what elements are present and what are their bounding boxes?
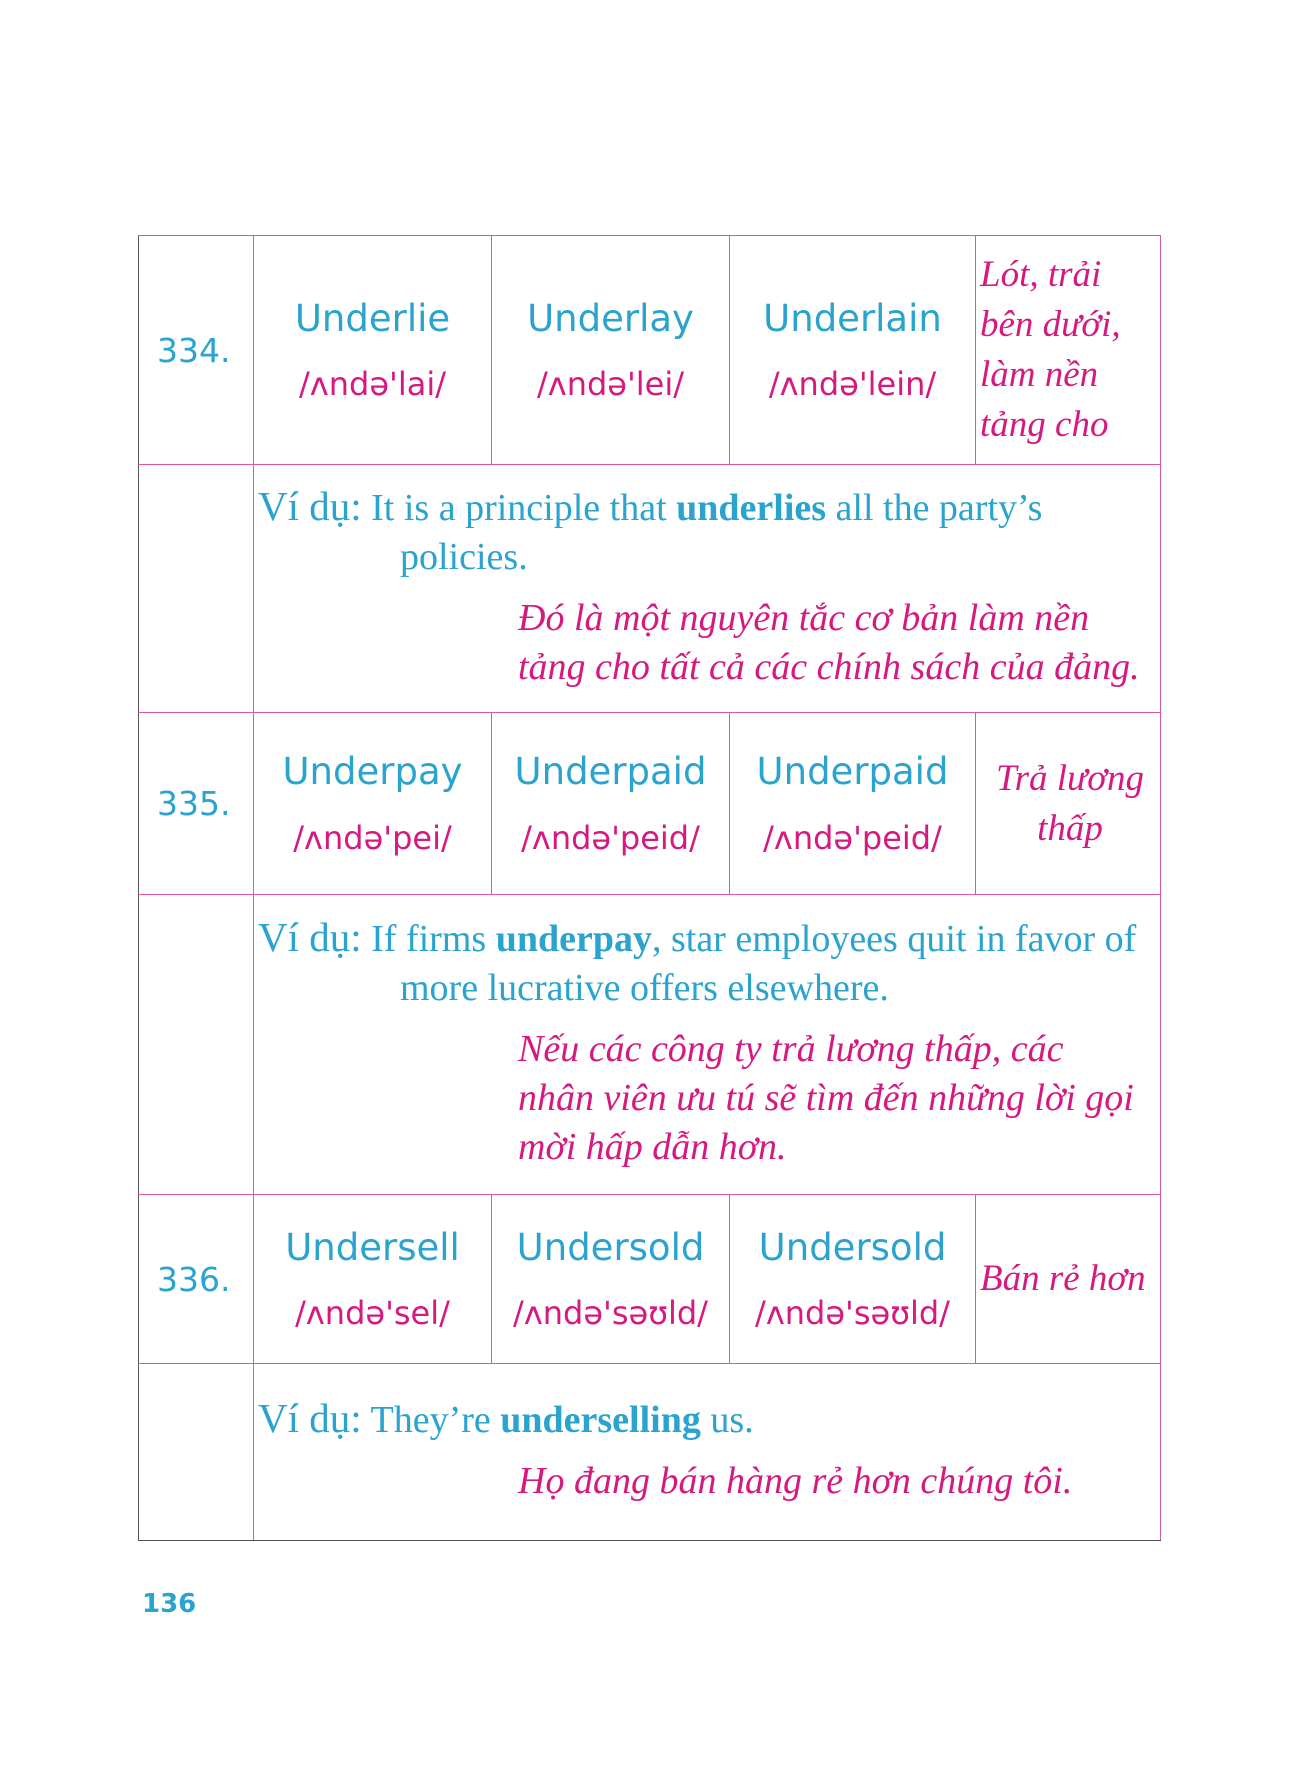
- base-form-cell: [254, 236, 492, 465]
- base-form-ipa: /ʌndə'lai/: [299, 365, 446, 403]
- example-text-after: , star employees quit in favor of more lucrative offers elsewhere.: [400, 918, 1137, 1009]
- base-form: Undersell: [285, 1225, 460, 1269]
- example-text-after: us.: [710, 1399, 754, 1441]
- past-form-cell: [492, 1195, 730, 1364]
- participle-form: Underlain: [763, 296, 942, 340]
- empty-number-cell: [139, 465, 254, 713]
- example-cell: [254, 895, 1161, 1195]
- example-text-before: It is a principle that: [371, 486, 667, 529]
- verb-row-336: [139, 1195, 1161, 1364]
- participle-form-ipa: /ʌndə'lein/: [768, 365, 937, 403]
- entry-number: 334.: [139, 236, 254, 465]
- page-number: 136: [142, 1589, 197, 1619]
- past-form-ipa: /ʌndə'səʊld/: [513, 1294, 708, 1332]
- entry-number: 335.: [139, 713, 254, 895]
- example-row-334: [139, 465, 1161, 713]
- participle-form-cell: [730, 1195, 976, 1364]
- verb-row-334: [139, 236, 1161, 465]
- meaning: Trả lương thấp: [976, 713, 1161, 895]
- participle-form-cell: [730, 713, 976, 895]
- example-sentence: [258, 913, 1156, 1013]
- example-text-before: If firms: [371, 918, 487, 960]
- example-sentence: [258, 482, 1156, 582]
- example-row-335: [139, 895, 1161, 1195]
- example-text-after: all the party’s policies.: [400, 486, 1043, 578]
- irregular-verbs-table: [138, 235, 1161, 1541]
- example-sentence: [258, 1394, 1156, 1445]
- past-form-cell: [492, 236, 730, 465]
- example-label: Ví dụ:: [258, 914, 362, 960]
- past-form: Underlay: [527, 296, 694, 340]
- base-form-ipa: /ʌndə'pei/: [293, 818, 452, 857]
- participle-form: Underpaid: [756, 750, 949, 794]
- empty-number-cell: [139, 895, 254, 1195]
- base-form-cell: [254, 713, 492, 895]
- example-row-336: [139, 1364, 1161, 1541]
- meaning: Lót, trải bên dưới, làm nền tảng cho: [976, 236, 1161, 465]
- past-form-ipa: /ʌndə'peid/: [521, 818, 700, 857]
- past-form-cell: [492, 713, 730, 895]
- example-highlight: underselling: [500, 1399, 701, 1441]
- example-highlight: underpay: [495, 918, 652, 960]
- meaning: Bán rẻ hơn: [976, 1195, 1161, 1364]
- base-form: Underpay: [282, 750, 463, 794]
- example-translation: Họ đang bán hàng rẻ hơn chúng tôi.: [518, 1460, 1073, 1502]
- participle-form-ipa: /ʌndə'səʊld/: [755, 1294, 950, 1332]
- example-cell: [254, 465, 1161, 713]
- example-highlight: underlies: [676, 486, 827, 529]
- example-cell: [254, 1364, 1161, 1541]
- example-label: Ví dụ:: [258, 482, 362, 529]
- base-form: Underlie: [294, 296, 451, 340]
- base-form-cell: [254, 1195, 492, 1364]
- past-form: Undersold: [516, 1225, 705, 1269]
- verb-row-335: [139, 713, 1161, 895]
- example-label: Ví dụ:: [258, 1395, 362, 1441]
- empty-number-cell: [139, 1364, 254, 1541]
- base-form-ipa: /ʌndə'sel/: [295, 1294, 450, 1332]
- participle-form-cell: [730, 236, 976, 465]
- example-translation: Nếu các công ty trả lương thấp, các nhân viên ưu tú sẽ tìm đến những lời gọi mời hấp dẫn hơn.: [518, 1028, 1134, 1168]
- past-form-ipa: /ʌndə'lei/: [536, 365, 685, 403]
- participle-form: Undersold: [758, 1225, 947, 1269]
- participle-form-ipa: /ʌndə'peid/: [763, 818, 942, 857]
- example-translation: Đó là một nguyên tắc cơ bản làm nền tảng cho tất cả các chính sách của đảng.: [518, 596, 1140, 688]
- entry-number: 336.: [139, 1195, 254, 1364]
- example-text-before: They’re: [370, 1399, 491, 1441]
- past-form: Underpaid: [514, 750, 707, 794]
